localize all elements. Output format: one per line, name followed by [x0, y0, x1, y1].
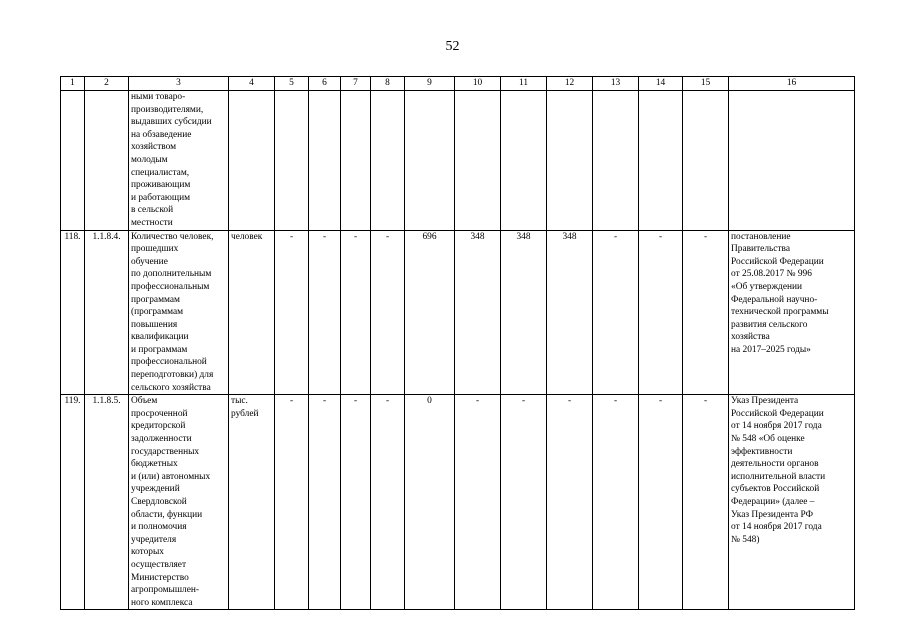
- row-value: [639, 91, 683, 231]
- row-unit: человек: [229, 230, 275, 395]
- data-table: [60, 76, 855, 610]
- column-header: 4: [229, 77, 275, 91]
- column-header: 7: [341, 77, 371, 91]
- column-header: 2: [85, 77, 129, 91]
- row-value: -: [593, 230, 639, 395]
- column-header: 11: [501, 77, 547, 91]
- row-value: -: [501, 395, 547, 610]
- row-value: [683, 91, 729, 231]
- row-value: 348: [501, 230, 547, 395]
- row-code: 1.1.8.5.: [85, 395, 129, 610]
- row-value: -: [547, 395, 593, 610]
- row-value: -: [275, 395, 309, 610]
- column-header: 6: [309, 77, 341, 91]
- column-header: 15: [683, 77, 729, 91]
- row-value: -: [683, 395, 729, 610]
- row-value: [501, 91, 547, 231]
- column-number-row: [61, 77, 855, 91]
- row-unit: [229, 91, 275, 231]
- page-number: 52: [445, 39, 460, 54]
- row-value: [309, 91, 341, 231]
- row-value: -: [639, 395, 683, 610]
- row-value: [547, 91, 593, 231]
- row-value: 348: [455, 230, 501, 395]
- row-indicator: ными товаро- производителями, выдавших субсидии на обзаведение хозяйством молодым специалистам, проживающим и работающим в сельской местности: [129, 91, 229, 231]
- table-row: [61, 91, 855, 231]
- table-row: [61, 230, 855, 395]
- row-indicator: Объем просроченной кредиторской задолженности государственных бюджетных и (или) автономных учреждений Свердловской области, функции и полномочия учредителя которых осуществляет Министерство агропромышлен- ного комплекса: [129, 395, 229, 610]
- row-code: [85, 91, 129, 231]
- row-value: -: [309, 395, 341, 610]
- row-value: [275, 91, 309, 231]
- row-number: 118.: [61, 230, 85, 395]
- row-value: -: [341, 395, 371, 610]
- row-unit: тыс. рублей: [229, 395, 275, 610]
- row-value: [455, 91, 501, 231]
- row-number: 119.: [61, 395, 85, 610]
- column-header: 9: [405, 77, 455, 91]
- row-value: [593, 91, 639, 231]
- row-source: Указ Президента Российской Федерации от 14 ноября 2017 года № 548 «Об оценке эффективности деятельности органов исполнительной власти субъектов Российской Федерации» (далее – Указ Президента РФ от 14 ноября 2017 года № 548): [729, 395, 855, 610]
- row-source: [729, 91, 855, 231]
- row-number: [61, 91, 85, 231]
- column-header: 13: [593, 77, 639, 91]
- column-header: 1: [61, 77, 85, 91]
- column-header: 5: [275, 77, 309, 91]
- row-value: 696: [405, 230, 455, 395]
- column-header: 8: [371, 77, 405, 91]
- row-value: -: [341, 230, 371, 395]
- row-value: -: [593, 395, 639, 610]
- row-value: [371, 91, 405, 231]
- row-indicator: Количество человек, прошедших обучение по дополнительным профессиональным программам (программам повышения квалификации и программам профессиональной переподготовки) для сельского хозяйства: [129, 230, 229, 395]
- row-value: -: [309, 230, 341, 395]
- row-source: постановление Правительства Российской Федерации от 25.08.2017 № 996 «Об утверждении Федеральной научно- технической программы развития сельского хозяйства на 2017–2025 годы»: [729, 230, 855, 395]
- row-value: [341, 91, 371, 231]
- row-value: 348: [547, 230, 593, 395]
- row-value: -: [371, 230, 405, 395]
- row-value: [405, 91, 455, 231]
- column-header: 14: [639, 77, 683, 91]
- column-header: 3: [129, 77, 229, 91]
- column-header: 16: [729, 77, 855, 91]
- column-header: 10: [455, 77, 501, 91]
- row-value: -: [639, 230, 683, 395]
- table-row: [61, 395, 855, 610]
- row-value: 0: [405, 395, 455, 610]
- row-code: 1.1.8.4.: [85, 230, 129, 395]
- row-value: -: [371, 395, 405, 610]
- row-value: -: [455, 395, 501, 610]
- row-value: -: [275, 230, 309, 395]
- column-header: 12: [547, 77, 593, 91]
- row-value: -: [683, 230, 729, 395]
